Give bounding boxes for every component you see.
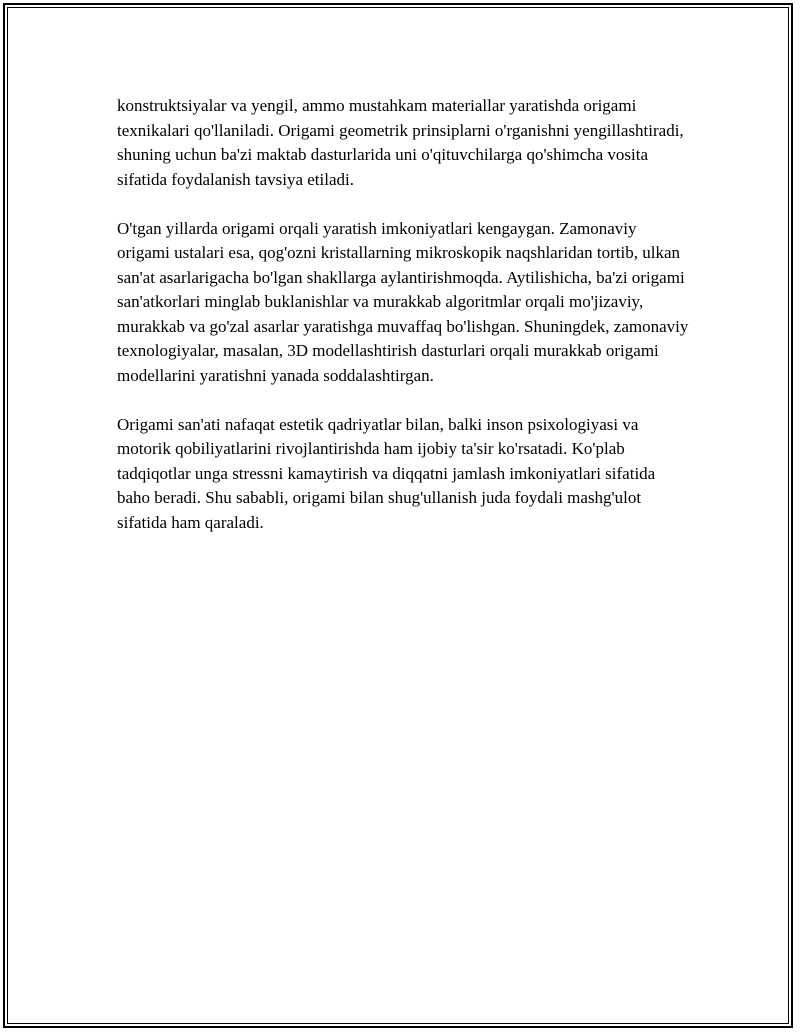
paragraph-2: O'tgan yillarda origami orqali yaratish imkoniyatlari kengaygan. Zamonaviy origami ustalari esa, qog'ozni kristallarning mikroskopik naqshlaridan tortib, ulkan san'at asarlarigacha bo'lgan shakllarga aylantirishmoqda. Aytilishicha, ba'zi origami san'atkorlari minglab buklanishlar va murakkab algoritmlar orqali mo'jizaviy, murakkab va go'zal asarlar yaratishga muvaffaq bo'lishgan. Shuningdek, zamonaviy texnologiyalar, masalan, 3D modellashtirish dasturlari orqali murakkab origami modellarini yaratishni yanada soddalashtirgan. [117,218,689,385]
document-body [117,94,692,560]
paragraph-1: konstruktsiyalar va yengil, ammo mustahkam materiallar yaratishda origami texnikalari qo'llaniladi. Origami geometrik prinsiplarni o'rganishni yengillashtiradi, shuning uchun ba'zi maktab dasturlarida uni o'qituvchilarga qo'shimcha vosita sifatida foydalanish tavsiya etiladi. [117,96,684,189]
paragraph-3: Origami san'ati nafaqat estetik qadriyatlar bilan, balki inson psixologiyasi va motorik qobiliyatlarini rivojlantirishda ham ijobiy ta'sir ko'rsatadi. Ko'plab tadqiqotlar unga stressni kamaytirish va diqqatni jamlash imkoniyatlari sifatida baho beradi. Shu sababli, origami bilan shug'ullanish juda foydali mashg'ulot sifatida ham qaraladi. [117,414,656,532]
